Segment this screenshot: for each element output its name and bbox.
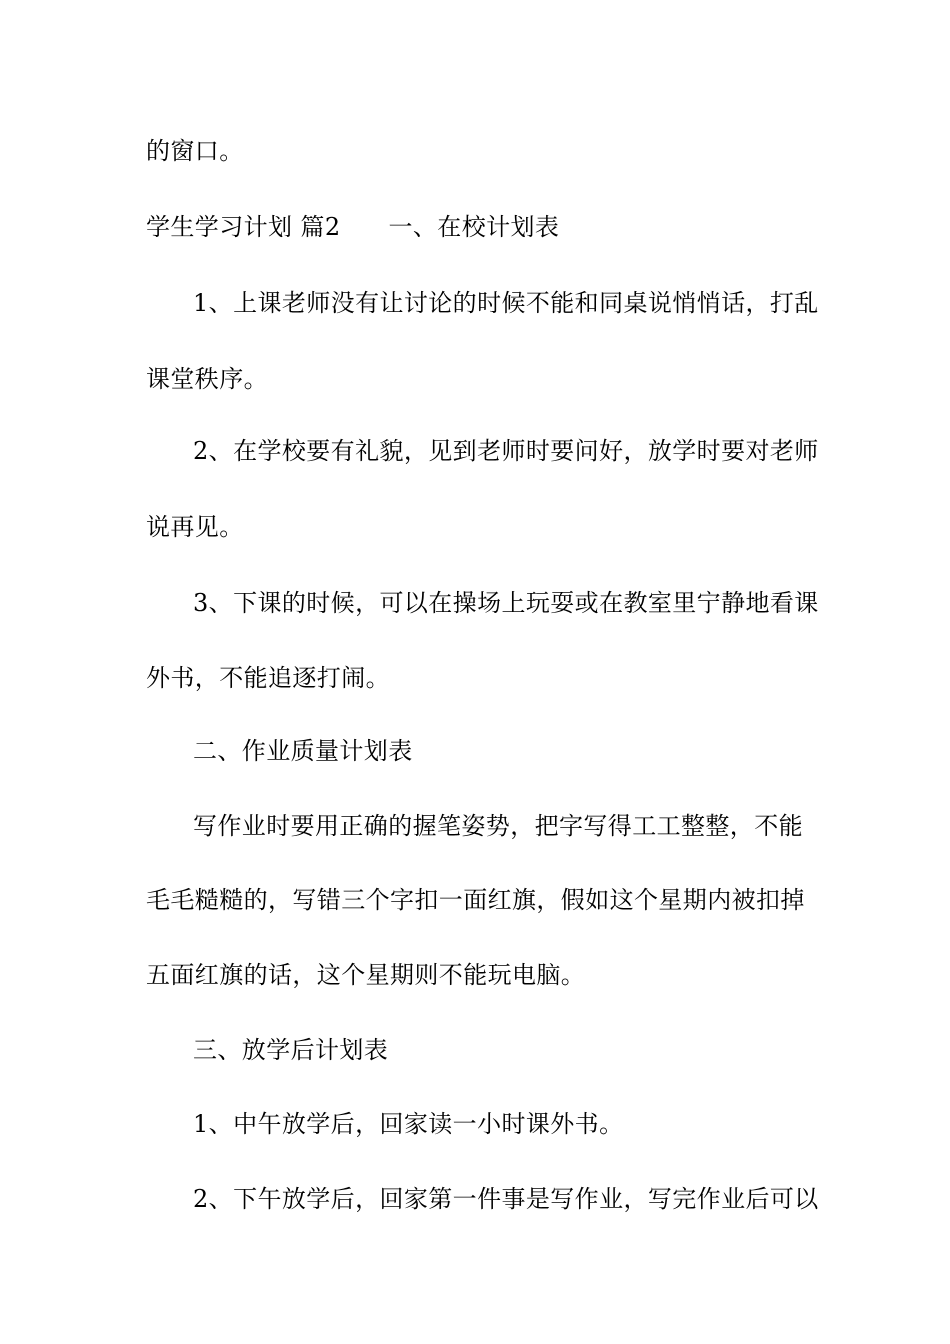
paragraph-line: 写作业时要用正确的握笔姿势，把字写得工工整整，不能 [193,812,803,840]
paragraph-line: 1、中午放学后，回家读一小时课外书。 [193,1110,624,1138]
section-heading: 二、作业质量计划表 [193,737,413,765]
section-heading: 一、在校计划表 [388,213,560,241]
paragraph-line: 3、下课的时候，可以在操场上玩耍或在教室里宁静地看课 [193,589,819,617]
paragraph-line: 1、上课老师没有让讨论的时候不能和同桌说悄悄话，打乱 [193,289,819,317]
paragraph-line: 2、在学校要有礼貌，见到老师时要问好，放学时要对老师 [193,437,819,465]
article-title: 学生学习计划 篇2 [146,213,341,241]
paragraph-line: 说再见。 [146,513,244,541]
paragraph-line: 课堂秩序。 [146,365,268,393]
section-heading: 三、放学后计划表 [193,1036,389,1064]
paragraph-line: 毛毛糙糙的，写错三个字扣一面红旗，假如这个星期内被扣掉 [146,886,805,914]
paragraph-line: 2、下午放学后，回家第一件事是写作业，写完作业后可以 [193,1185,819,1213]
paragraph-line: 外书，不能追逐打闹。 [146,664,390,692]
paragraph-line: 五面红旗的话，这个星期则不能玩电脑。 [146,961,586,989]
text-line: 的窗口。 [146,137,244,165]
section-heading-line [146,211,559,243]
